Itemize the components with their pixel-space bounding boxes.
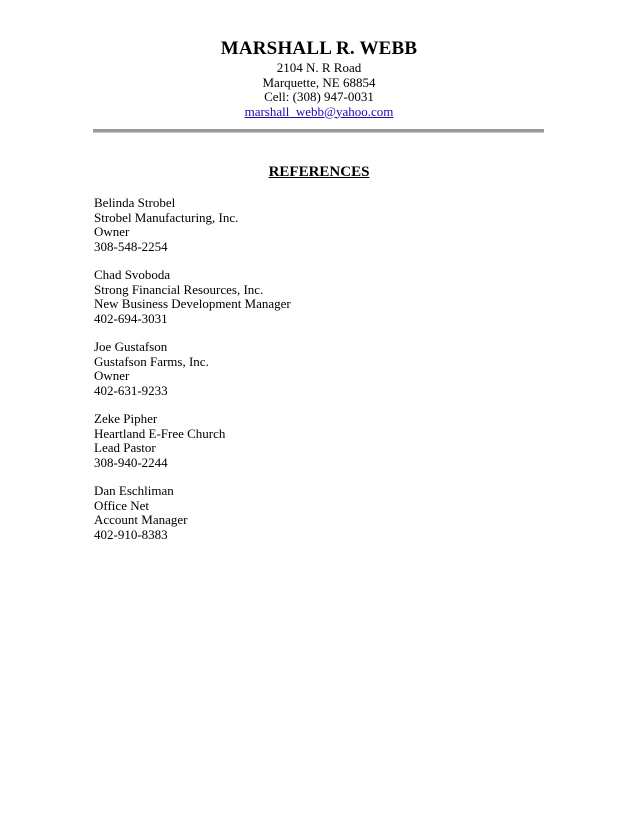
- address-line-1: 2104 N. R Road: [276, 60, 362, 75]
- reference-entry: [94, 412, 554, 470]
- candidate-name: MARSHALL R. WEBB: [220, 38, 418, 59]
- letterhead: [0, 38, 638, 119]
- reference-name: Belinda Strobel: [94, 195, 176, 210]
- reference-name: Chad Svoboda: [94, 267, 171, 282]
- reference-organization: Strobel Manufacturing, Inc.: [94, 209, 239, 225]
- reference-title: Owner: [94, 224, 130, 239]
- reference-entry: [94, 196, 554, 254]
- references-list: [94, 196, 554, 556]
- reference-name: Joe Gustafson: [94, 339, 168, 354]
- reference-phone: 308-548-2254: [94, 238, 168, 254]
- reference-entry: [94, 268, 554, 326]
- reference-title: Owner: [94, 368, 130, 383]
- email-link[interactable]: marshall_webb@yahoo.com: [244, 103, 394, 119]
- reference-name: Dan Eschliman: [94, 483, 174, 498]
- reference-entry: [94, 340, 554, 398]
- reference-name: Zeke Pipher: [94, 411, 158, 426]
- reference-phone: 402-910-8383: [94, 526, 168, 542]
- reference-entry: [94, 484, 554, 542]
- reference-phone: 402-631-9233: [94, 382, 168, 398]
- address-line-2: Marquette, NE 68854: [262, 74, 376, 90]
- reference-organization: Office Net: [94, 497, 149, 513]
- section-title-references: REFERENCES: [268, 164, 370, 180]
- reference-title: Lead Pastor: [94, 440, 156, 455]
- reference-organization: Strong Financial Resources, Inc.: [94, 281, 264, 297]
- reference-phone: 402-694-3031: [94, 310, 168, 326]
- reference-organization: Gustafson Farms, Inc.: [94, 353, 209, 369]
- reference-organization: Heartland E-Free Church: [94, 425, 226, 441]
- header-divider: [93, 129, 544, 133]
- phone-number: Cell: (308) 947-0031: [264, 89, 374, 104]
- reference-title: Account Manager: [94, 512, 188, 527]
- reference-phone: 308-940-2244: [94, 454, 168, 470]
- reference-title: New Business Development Manager: [94, 296, 291, 311]
